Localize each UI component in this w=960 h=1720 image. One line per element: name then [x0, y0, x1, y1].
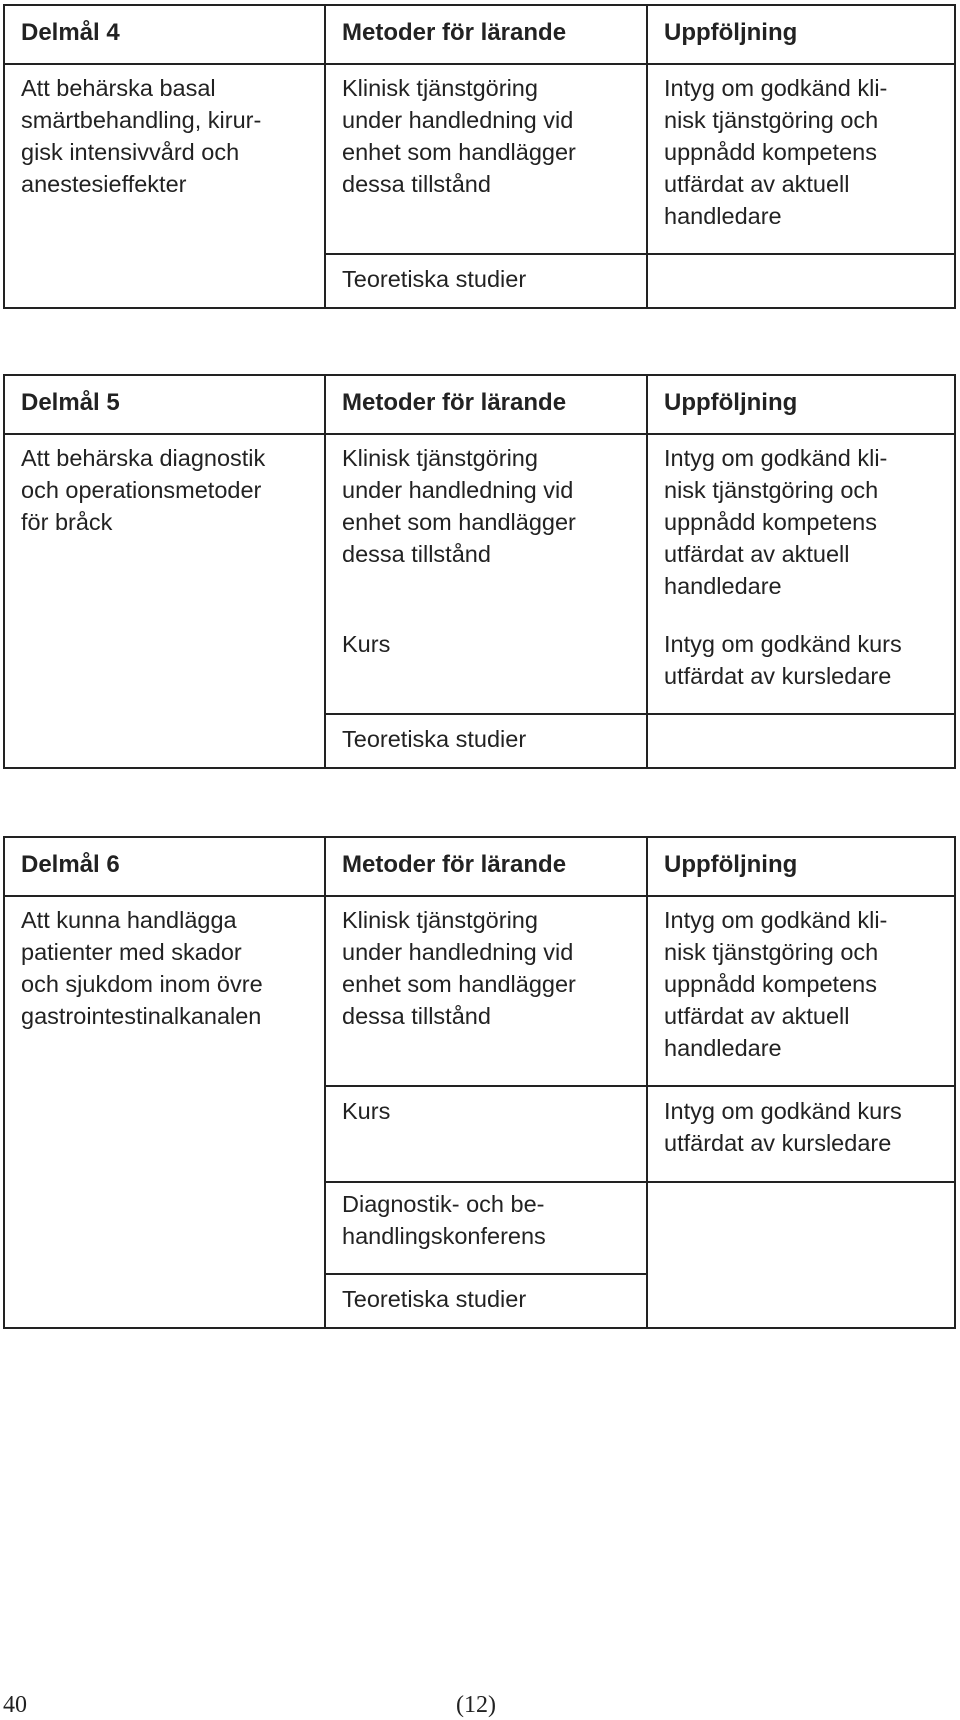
delmal-label: Delmål 4 [21, 19, 120, 46]
followup-cell [648, 253, 956, 309]
goal-header [5, 376, 324, 435]
goal-header [5, 838, 324, 897]
method-cell: Klinisk tjänstgöring under handledning vid enhet som handlägger dessa tillstånd [342, 75, 576, 197]
methods-column [324, 838, 648, 1327]
followup-cell: Intyg om godkänd kli- nisk tjänstgöring och uppnådd kompetens utfärdat av aktuell handledare [664, 445, 888, 599]
method-cell: Klinisk tjänstgöring under handledning vid enhet som handlägger dessa tillstånd [342, 445, 576, 567]
followup-cell [648, 713, 956, 769]
delmal-5-table [3, 374, 956, 769]
methods-header: Metoder för lärande [326, 376, 648, 435]
followup-cell: Intyg om godkänd kurs utfärdat av kursledare [664, 631, 902, 689]
followup-column [646, 838, 956, 1327]
method-cell: Diagnostik- och be- handlingskonferens [326, 1181, 648, 1275]
methods-column [324, 376, 648, 767]
goal-header [5, 6, 324, 65]
followup-cell: Intyg om godkänd kli- nisk tjänstgöring och uppnådd kompetens utfärdat av aktuell handledare [664, 75, 888, 229]
followup-header: Uppföljning [648, 376, 956, 435]
method-cell: Klinisk tjänstgöring under handledning vid enhet som handlägger dessa tillstånd [342, 907, 576, 1029]
followup-cell: Intyg om godkänd kli- nisk tjänstgöring och uppnådd kompetens utfärdat av aktuell handledare [664, 907, 888, 1061]
goal-column [5, 6, 324, 307]
goal-column [5, 376, 324, 767]
method-cell: Teoretiska studier [326, 1273, 648, 1329]
followup-column [646, 6, 956, 307]
followup-header: Uppföljning [648, 838, 956, 897]
delmal-6-table [3, 836, 956, 1329]
followup-cell [648, 1181, 956, 1329]
followup-column [646, 376, 956, 767]
delmal-4-table [3, 4, 956, 309]
methods-column [324, 6, 648, 307]
followup-header: Uppföljning [648, 6, 956, 65]
method-cell: Teoretiska studier [326, 253, 648, 309]
method-cell: Kurs [342, 631, 391, 657]
methods-header: Metoder för lärande [326, 838, 648, 897]
goal-column [5, 838, 324, 1327]
delmal-label: Delmål 6 [21, 851, 120, 878]
followup-cell: Intyg om godkänd kurs utfärdat av kursledare [648, 1085, 956, 1183]
method-cell: Teoretiska studier [326, 713, 648, 769]
page-number: 40 [3, 1692, 27, 1718]
methods-header: Metoder för lärande [326, 6, 648, 65]
section-number: (12) [456, 1692, 496, 1718]
method-cell: Kurs [326, 1085, 648, 1183]
goal-text: Att behärska diagnostik och operationsmetoder för bråck [21, 445, 266, 535]
delmal-label: Delmål 5 [21, 389, 120, 416]
goal-text: Att behärska basal smärtbehandling, kirur- gisk intensivvård och anestesieffekter [21, 75, 262, 197]
goal-text: Att kunna handlägga patienter med skador och sjukdom inom övre gastrointestinalkanalen [21, 907, 263, 1029]
